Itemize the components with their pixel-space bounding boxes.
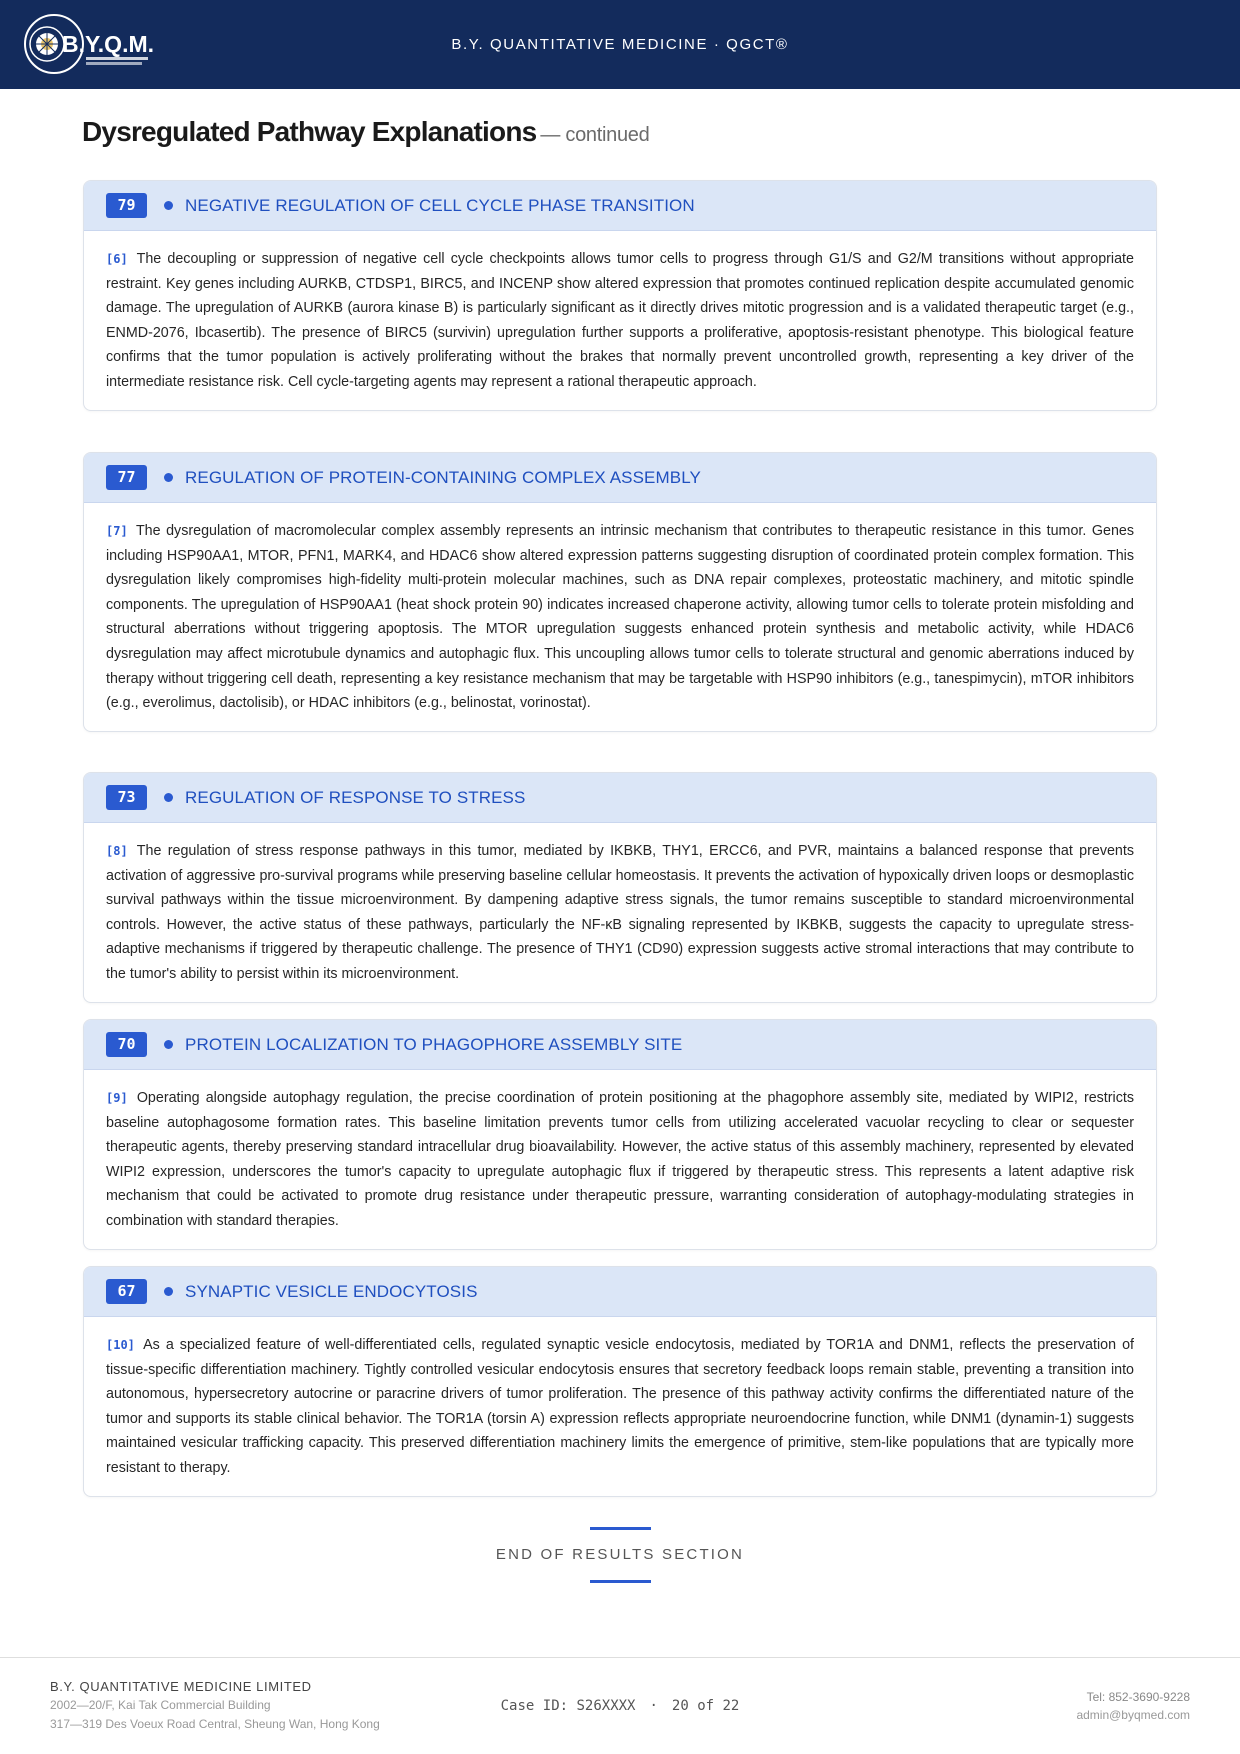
pathway-text: The dysregulation of macromolecular complex assembly represents an intrinsic mechanism that contributes to therapeutic resistance in this tumor. Genes including HSP90AA1, MTOR, PFN1, MARK4, and HDAC6 show altered expression patterns suggesting disruption of coordinated protein complex formation. This dysregulation likely compromises high-fidelity multi-protein molecular machines, such as DNA repair complexes, proteostatic machinery, and mitotic spindle components. The upregulation of HSP90AA1 (heat shock protein 90) indicates increased chaperone activity, allowing tumor cells to tolerate protein misfolding and structural aberrations without triggering apoptosis. The MTOR upregulation suggests enhanced protein synthesis and metabolic activity, while HDAC6 dysregulation may affect microtubule dynamics and autophagic flux. This uncoupling allows tumor cells to tolerate structural and genomic aberrations induced by therapy without triggering cell death, representing a key resistance mechanism that may be targetable with HSP90 inhibitors (e.g., tanespimycin), mTOR inhibitors (e.g., everolimus, dactolisib), or HDAC inhibitors (e.g., belinostat, vorinostat). — [106, 523, 1134, 712]
end-section-label: END OF RESULTS SECTION — [495, 1546, 745, 1563]
footer-case-info — [0, 1698, 1240, 1714]
reference-tag: [9] — [106, 1091, 128, 1105]
page-number: 20 of 22 — [671, 1698, 740, 1714]
pathway-card-header — [84, 1267, 1156, 1317]
pathway-description — [84, 231, 1156, 410]
page-title-subtitle: — continued — [540, 124, 650, 146]
pathway-score-badge: 73 — [106, 785, 147, 810]
pathway-score-badge: 79 — [106, 193, 147, 218]
pathway-card-header — [84, 773, 1156, 823]
pathway-title: PROTEIN LOCALIZATION TO PHAGOPHORE ASSEMBLY SITE — [185, 1035, 683, 1054]
footer-divider — [0, 1657, 1240, 1658]
pathway-description — [84, 1070, 1156, 1249]
reference-tag: [8] — [106, 844, 128, 858]
footer-company: B.Y. QUANTITATIVE MEDICINE LIMITED — [50, 1679, 312, 1694]
page-title — [82, 116, 649, 148]
pathway-card-header — [84, 181, 1156, 231]
pathway-text: Operating alongside autophagy regulation, the precise coordination of protein positioning at the phagophore assembly site, mediated by WIPI2, restricts baseline autophagosome formation rates. This baseline limitation prevents tumor cells from utilizing accelerated vacuolar recycling to clear or sequester therapeutic agents, thereby preserving standard intracellular drug bioavailability. However, the active status of this assembly machinery, represented by elevated WIPI2 expression, underscores the tumor's capacity to upregulate autophagic flux if triggered by therapeutic stress. This represents a latent adaptive risk mechanism that could be activated to promote drug resistance under therapeutic pressure, warranting consideration of autophagy-modulating strategies in combination with standard therapies. — [106, 1090, 1134, 1229]
page-header — [0, 0, 1240, 89]
footer-separator: · — [649, 1698, 658, 1714]
bullet-dot-icon — [164, 201, 173, 210]
case-id: Case ID: S26XXXX — [500, 1698, 636, 1714]
pathway-score-badge: 67 — [106, 1279, 147, 1304]
pathway-card-header — [84, 1020, 1156, 1070]
logo-text: B.Y.Q.M. — [62, 31, 155, 57]
reference-tag: [10] — [106, 1338, 135, 1352]
pathway-card — [83, 1266, 1157, 1497]
pathway-description — [84, 503, 1156, 731]
pathway-score-badge: 77 — [106, 465, 147, 490]
reference-tag: [7] — [106, 524, 128, 538]
bullet-dot-icon — [164, 473, 173, 482]
pathway-title: NEGATIVE REGULATION OF CELL CYCLE PHASE TRANSITION — [185, 196, 695, 215]
footer-phone: Tel: 852-3690-9228 — [1086, 1690, 1190, 1704]
end-section-divider-top — [590, 1527, 651, 1530]
bullet-dot-icon — [164, 1040, 173, 1049]
header-title: B.Y. QUANTITATIVE MEDICINE · QGCT® — [451, 36, 789, 53]
pathway-card — [83, 772, 1157, 1003]
pathway-title: REGULATION OF RESPONSE TO STRESS — [185, 788, 526, 807]
page-title-main: Dysregulated Pathway Explanations — [82, 116, 537, 147]
end-section-divider-bottom — [590, 1580, 651, 1583]
pathway-title: SYNAPTIC VESICLE ENDOCYTOSIS — [185, 1282, 478, 1301]
footer-email: admin@byqmed.com — [1076, 1708, 1190, 1722]
footer-address-line1: 2002—20/F, Kai Tak Commercial Building — [50, 1698, 271, 1712]
pathway-score-badge: 70 — [106, 1032, 147, 1057]
pathway-title: REGULATION OF PROTEIN-CONTAINING COMPLEX ASSEMBLY — [185, 468, 701, 487]
pathway-description — [84, 1317, 1156, 1496]
pathway-text: As a specialized feature of well-differentiated cells, regulated synaptic vesicle endocytosis, mediated by TOR1A and DNM1, reflects the preservation of tissue-specific differentiation machinery. Tightly controlled vesicular endocytosis ensures that secretory feedback loops remain stable, preventing a transition into autonomous, hypersecretory autocrine or paracrine drivers of tumor proliferation. The presence of this pathway activity confirms the differentiated nature of the tumor and supports its stable clinical behavior. The TOR1A (torsin A) expression reflects appropriate neuroendocrine function, while DNM1 (dynamin-1) suggests maintained vesicular trafficking capacity. This preserved differentiation machinery limits the emergence of primitive, stem-like populations that are typically more resistant to therapy. — [106, 1337, 1134, 1476]
bullet-dot-icon — [164, 793, 173, 802]
pathway-card — [83, 180, 1157, 411]
pathway-card — [83, 1019, 1157, 1250]
pathway-text: The decoupling or suppression of negative cell cycle checkpoints allows tumor cells to progress through G1/S and G2/M transitions without appropriate restraint. Key genes including AURKB, CTDSP1, BIRC5, and INCENP show altered expression that promotes continued replication despite accumulated genomic damage. The upregulation of AURKB (aurora kinase B) is particularly significant as it directly drives mitotic progression and is a validated therapeutic target (e.g., ENMD-2076, Ibcasertib). The presence of BIRC5 (survivin) upregulation further supports a proliferative, apoptosis-resistant phenotype. This biological feature confirms that the tumor population is actively proliferating without the brakes that normally prevent uncontrolled growth, representing a key driver of the intermediate resistance risk. Cell cycle-targeting agents may represent a rational therapeutic approach. — [106, 251, 1134, 390]
pathway-description — [84, 823, 1156, 1002]
bullet-dot-icon — [164, 1287, 173, 1296]
pathway-card — [83, 452, 1157, 732]
pathway-text: The regulation of stress response pathways in this tumor, mediated by IKBKB, THY1, ERCC6, and PVR, maintains a balanced response that prevents activation of aggressive pro-survival programs while preserving baseline cellular homeostasis. It prevents the activation of hypoxically driven loops or desmoplastic survival pathways within the tissue microenvironment. By dampening adaptive stress signals, the tumor remains susceptible to standard microenvironmental controls. However, the active status of these pathways, particularly the NF-κB signaling represented by IKBKB, suggests the capacity to upregulate stress-adaptive mechanisms if triggered by therapeutic challenge. The presence of THY1 (CD90) expression suggests active stromal interactions that may contribute to the tumor's ability to persist within its microenvironment. — [106, 843, 1135, 982]
reference-tag: [6] — [106, 252, 128, 266]
pathway-card-header — [84, 453, 1156, 503]
footer-address-line2: 317—319 Des Voeux Road Central, Sheung Wan, Hong Kong — [50, 1717, 380, 1731]
